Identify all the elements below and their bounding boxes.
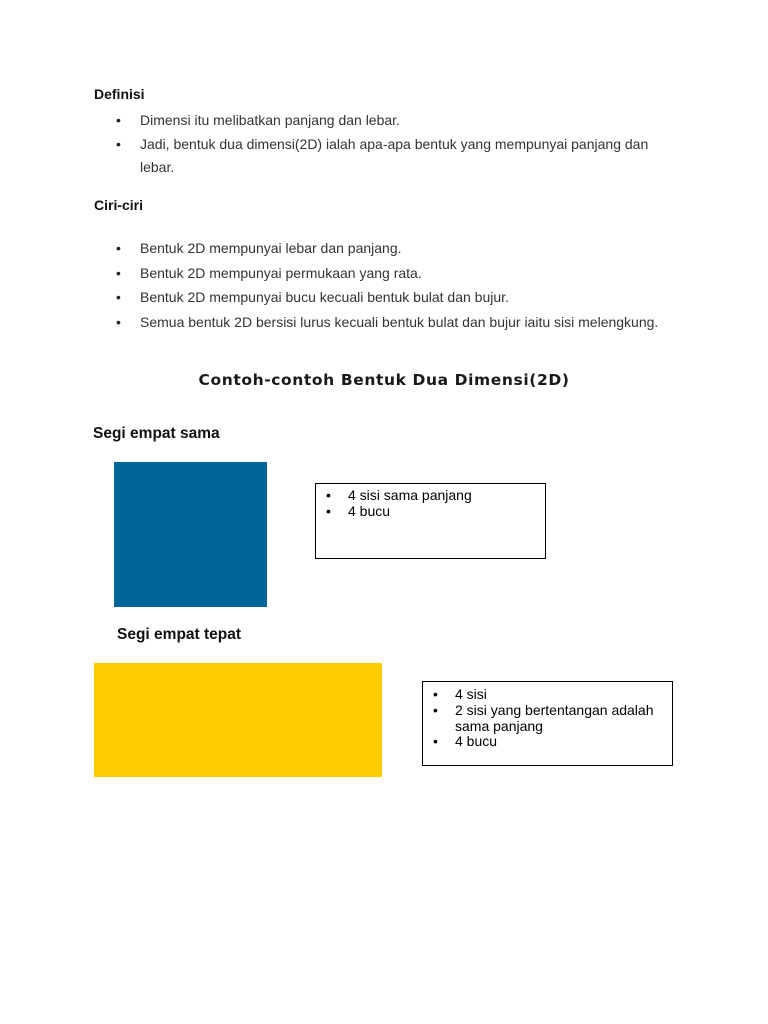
- list-item: • Bentuk 2D mempunyai permukaan yang rata.: [94, 261, 714, 286]
- rectangle-shape: [94, 663, 382, 777]
- list-item: • Dimensi itu melibatkan panjang dan lebar.: [94, 109, 674, 132]
- square-title: Segi empat sama: [93, 425, 220, 442]
- list-item: • 4 bucu: [423, 734, 664, 750]
- list-item: • 4 sisi sama panjang: [316, 488, 545, 504]
- list-item: • Bentuk 2D mempunyai lebar dan panjang.: [94, 236, 714, 261]
- examples-title: Contoh-contoh Bentuk Dua Dimensi(2D): [198, 371, 570, 389]
- rectangle-title: Segi empat tepat: [117, 626, 242, 643]
- list-item: • 4 bucu: [316, 504, 545, 520]
- list-item: • Bentuk 2D mempunyai bucu kecuali bentuk bulat dan bujur.: [94, 285, 714, 310]
- list-item: • 4 sisi: [423, 687, 664, 703]
- square-shape: [114, 462, 267, 607]
- rectangle-info-box: [422, 681, 673, 766]
- list-item: • 2 sisi yang bertentangan adalah sama panjang: [423, 703, 664, 735]
- list-item: • Jadi, bentuk dua dimensi(2D) ialah apa-apa bentuk yang mempunyai panjang dan lebar.: [94, 133, 674, 179]
- ciri-ciri-heading: Ciri-ciri: [94, 197, 144, 213]
- ciri-ciri-list: [94, 236, 714, 334]
- definisi-list: [94, 109, 674, 180]
- list-item: • Semua bentuk 2D bersisi lurus kecuali bentuk bulat dan bujur iaitu sisi melengkung.: [94, 310, 714, 335]
- definisi-heading: Definisi: [94, 86, 145, 102]
- square-info-box: [315, 483, 546, 559]
